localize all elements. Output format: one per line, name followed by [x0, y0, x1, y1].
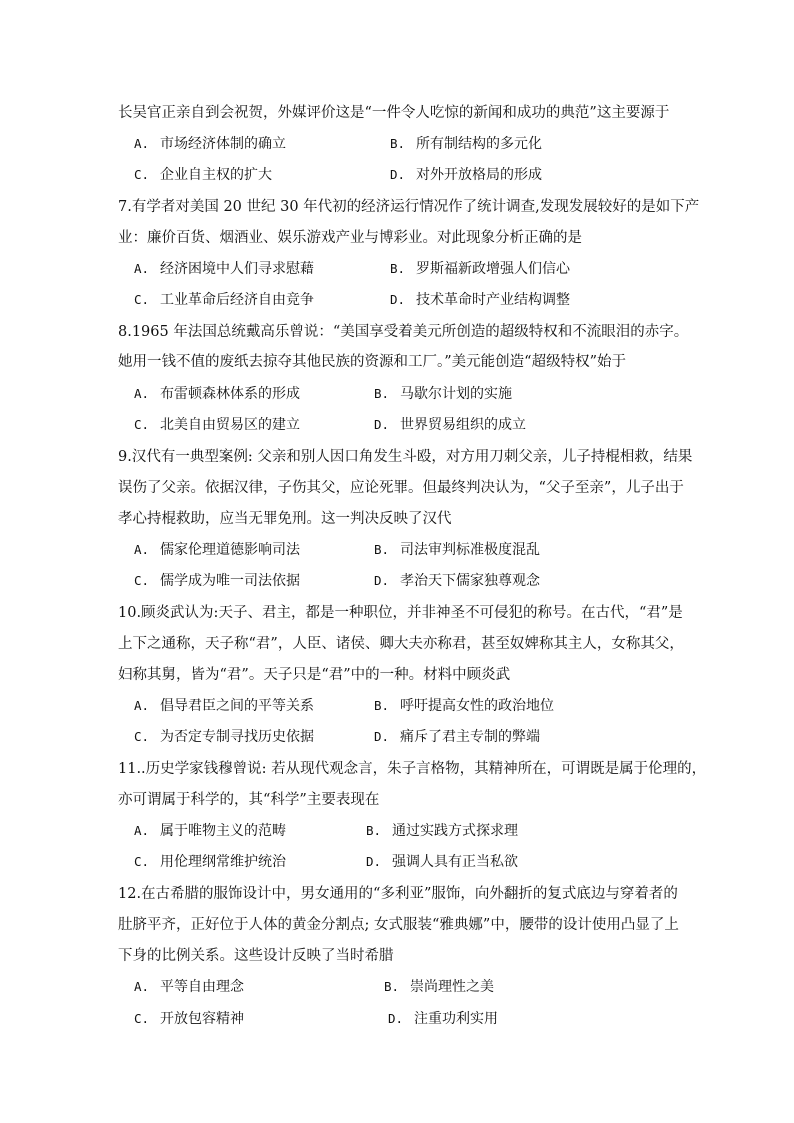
- q7-option-c: C. 工业革命后经济自由竞争: [134, 292, 314, 308]
- q8-option-d: D. 世界贸易组织的成立: [374, 417, 526, 433]
- q11-option-b: B. 通过实践方式探求理: [366, 823, 518, 839]
- question-9-stem-line-1: 9.汉代有一典型案例: 父亲和别人因口角发生斗殴，对方用刀刺父亲，儿子持棍相救，结果: [118, 449, 693, 465]
- q7-option-b: B. 罗斯福新政增强人们信心: [390, 261, 570, 277]
- question-12-stem-line-2: 肚脐平齐，正好位于人体的黄金分割点; 女式服装“雅典娜”中，腰带的设计使用凸显了上: [118, 917, 679, 933]
- question-12-stem-line-1: 12.在古希腊的服饰设计中，男女通用的“多利亚”服饰，向外翻折的复式底边与穿着者的: [118, 886, 678, 902]
- q10-option-d: D. 痛斥了君主专制的弊端: [374, 729, 540, 745]
- q10-option-c: C. 为否定专制寻找历史依据: [134, 729, 314, 745]
- q7-option-d: D. 技术革命时产业结构调整: [390, 292, 570, 308]
- q10-option-a: A. 倡导君臣之间的平等关系: [134, 698, 314, 714]
- q6-option-c: C. 企业自主权的扩大: [134, 167, 272, 183]
- q9-option-d: D. 孝治天下儒家独尊观念: [374, 573, 540, 589]
- q11-option-d: D. 强调人具有正当私欲: [366, 854, 518, 870]
- question-10-stem-line-1: 10.顾炎武认为:天子、君主，都是一种职位，并非神圣不可侵犯的称号。在古代，“君”是: [118, 605, 683, 621]
- question-10-stem-line-2: 上下之通称，天子称“君”，人臣、诸侯、卿大夫亦称君，甚至奴婢称其主人，女称其父，: [118, 636, 684, 652]
- q6-option-a: A. 市场经济体制的确立: [134, 136, 286, 152]
- q11-option-a: A. 属于唯物主义的范畴: [134, 823, 286, 839]
- question-7-stem-line-1: 7.有学者对美国 20 世纪 30 年代初的经济运行情况作了统计调查,发现发展较好的是如下产: [118, 199, 700, 215]
- question-10-stem-line-3: 妇称其舅，皆为“君”。天子只是“君”中的一种。材料中顾炎武: [118, 667, 511, 683]
- question-12-stem-line-3: 下身的比例关系。这些设计反映了当时希腊: [118, 948, 394, 964]
- q8-option-b: B. 马歇尔计划的实施: [374, 386, 512, 402]
- q6-option-d: D. 对外开放格局的形成: [390, 167, 542, 183]
- q12-option-a: A. 平等自由理念: [134, 979, 244, 995]
- q6-option-b: B. 所有制结构的多元化: [390, 136, 542, 152]
- q9-option-a: A. 儒家伦理道德影响司法: [134, 542, 300, 558]
- question-11-stem-line-2: 亦可谓属于科学的，其“科学”主要表现在: [118, 792, 380, 808]
- question-7-stem-line-2: 业：廉价百货、烟酒业、娱乐游戏产业与博彩业。对此现象分析正确的是: [118, 230, 582, 246]
- q7-option-a: A. 经济困境中人们寻求慰藉: [134, 261, 314, 277]
- q12-option-d: D. 注重功利实用: [388, 1011, 498, 1027]
- q11-option-c: C. 用伦理纲常维护统治: [134, 854, 286, 870]
- q12-option-b: B. 崇尚理性之美: [384, 979, 494, 995]
- q8-option-c: C. 北美自由贸易区的建立: [134, 417, 300, 433]
- question-8-stem-line-2: 她用一钱不值的废纸去掠夺其他民族的资源和工厂。”美元能创造“超级特权”始于: [118, 354, 626, 370]
- q12-option-c: C. 开放包容精神: [134, 1011, 244, 1027]
- q10-option-b: B. 呼吁提高女性的政治地位: [374, 698, 554, 714]
- question-6-stem-tail: 长吴官正亲自到会祝贺，外媒评价这是“一件令人吃惊的新闻和成功的典范”这主要源于: [118, 105, 670, 121]
- question-11-stem-line-1: 11..历史学家钱穆曾说: 若从现代观念言，朱子言格物，其精神所在，可谓既是属于伦理的，: [118, 761, 707, 777]
- question-9-stem-line-2: 误伤了父亲。依据汉律，子伤其父，应论死罪。但最终判决认为，“父子至亲”，儿子出于: [118, 480, 684, 496]
- q9-option-b: B. 司法审判标准极度混乱: [374, 542, 540, 558]
- q8-option-a: A. 布雷顿森林体系的形成: [134, 386, 300, 402]
- q9-option-c: C. 儒学成为唯一司法依据: [134, 573, 300, 589]
- question-9-stem-line-3: 孝心持棍救助，应当无罪免刑。这一判决反映了汉代: [118, 511, 452, 527]
- question-8-stem-line-1: 8.1965 年法国总统戴高乐曾说：“美国享受着美元所创造的超级特权和不流眼泪的赤字。: [118, 324, 689, 340]
